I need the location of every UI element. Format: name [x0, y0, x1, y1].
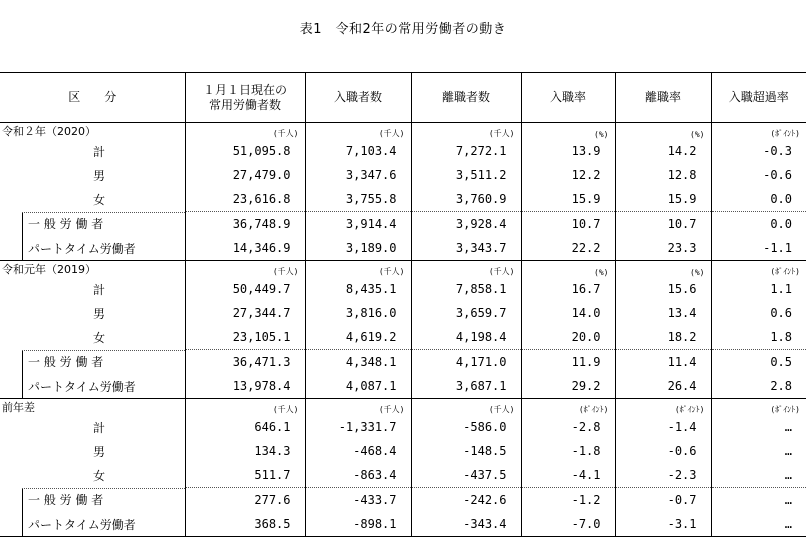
table-cell: 14.0	[521, 301, 615, 325]
unit-label: (ﾎﾟｲﾝﾄ)	[711, 261, 806, 278]
unit-label: (千人)	[185, 261, 305, 278]
row-label-text: 計	[93, 282, 106, 297]
table-cell: -898.1	[305, 512, 411, 537]
unit-label: (%)	[615, 123, 711, 140]
table-cell: -1.8	[521, 439, 615, 463]
table-cell: 23,105.1	[185, 325, 305, 350]
table-cell: 3,511.2	[411, 163, 521, 187]
table-row	[0, 277, 806, 301]
table-cell: 3,816.0	[305, 301, 411, 325]
table-cell: 0.0	[711, 187, 806, 212]
unit-label: (ﾎﾟｲﾝﾄ)	[615, 399, 711, 416]
table-cell: 4,198.4	[411, 325, 521, 350]
table-cell: 4,619.2	[305, 325, 411, 350]
table-cell: 646.1	[185, 415, 305, 439]
table-cell: 13,978.4	[185, 374, 305, 399]
table-cell: -1.2	[521, 488, 615, 513]
table-cell: 0.5	[711, 350, 806, 375]
table-cell: …	[711, 463, 806, 488]
table-cell: 1.8	[711, 325, 806, 350]
table-cell: 15.9	[615, 187, 711, 212]
header-employees-line1: １月１日現在の	[202, 82, 287, 97]
table-cell: 27,344.7	[185, 301, 305, 325]
table-cell: -0.6	[615, 439, 711, 463]
table-cell: 12.8	[615, 163, 711, 187]
table-cell: -468.4	[305, 439, 411, 463]
group-label: 前年差	[0, 399, 185, 416]
row-label-text: 一 般 労 働 者	[28, 355, 104, 370]
unit-label: (%)	[521, 123, 615, 140]
unit-label: (千人)	[305, 123, 411, 140]
table-cell: -3.1	[615, 512, 711, 537]
row-label-text: 一 般 労 働 者	[28, 217, 104, 232]
table-row	[0, 415, 806, 439]
unit-label: (千人)	[185, 123, 305, 140]
row-label-text: 男	[93, 168, 106, 183]
table-cell: 20.0	[521, 325, 615, 350]
table-cell: 2.8	[711, 374, 806, 399]
header-separations: 離職者数	[411, 73, 521, 123]
row-label	[0, 374, 185, 399]
row-label	[0, 301, 185, 325]
table-cell: …	[711, 415, 806, 439]
table-cell: -1,331.7	[305, 415, 411, 439]
table-cell: 23.3	[615, 236, 711, 261]
table-cell: -586.0	[411, 415, 521, 439]
unit-label: (千人)	[185, 399, 305, 416]
table-cell: 11.9	[521, 350, 615, 375]
table-cell: 8,435.1	[305, 277, 411, 301]
table-cell: 27,479.0	[185, 163, 305, 187]
table-cell: 10.7	[521, 212, 615, 237]
table-cell: 12.2	[521, 163, 615, 187]
table-cell: 277.6	[185, 488, 305, 513]
group-header-row	[0, 261, 806, 278]
table-cell: 14,346.9	[185, 236, 305, 261]
table-cell: 13.4	[615, 301, 711, 325]
table-cell: 3,760.9	[411, 187, 521, 212]
table-cell: -2.8	[521, 415, 615, 439]
row-label-text: 一 般 労 働 者	[28, 493, 104, 508]
table-cell: 4,087.1	[305, 374, 411, 399]
row-label-text: 女	[93, 330, 106, 345]
header-category: 区 分	[0, 73, 185, 123]
table-cell: 36,748.9	[185, 212, 305, 237]
table-cell: 29.2	[521, 374, 615, 399]
table-cell: -863.4	[305, 463, 411, 488]
table-cell: 3,687.1	[411, 374, 521, 399]
table-cell: 0.6	[711, 301, 806, 325]
row-label	[0, 139, 185, 163]
table-cell: 14.2	[615, 139, 711, 163]
table-row	[0, 350, 806, 375]
header-separation-rate: 離職率	[615, 73, 711, 123]
table-cell: 3,189.0	[305, 236, 411, 261]
table-cell: 26.4	[615, 374, 711, 399]
row-label-text: 男	[93, 306, 106, 321]
row-label-text: 計	[93, 420, 106, 435]
table-cell: …	[711, 439, 806, 463]
table-cell: 3,343.7	[411, 236, 521, 261]
header-employees	[185, 73, 305, 123]
table-cell: 4,171.0	[411, 350, 521, 375]
table-row	[0, 439, 806, 463]
table-cell: -2.3	[615, 463, 711, 488]
table-cell: 23,616.8	[185, 187, 305, 212]
table-cell: 36,471.3	[185, 350, 305, 375]
table-cell: -437.5	[411, 463, 521, 488]
table-cell: 3,928.4	[411, 212, 521, 237]
unit-label: (千人)	[305, 399, 411, 416]
table-cell: -433.7	[305, 488, 411, 513]
table-title: 表1 令和2年の常用労働者の動き	[299, 22, 507, 37]
unit-label: (千人)	[411, 261, 521, 278]
row-label	[0, 236, 185, 261]
table-cell: -1.1	[711, 236, 806, 261]
group-label: 令和２年（2020）	[0, 123, 185, 140]
table-cell: 1.1	[711, 277, 806, 301]
table-row	[0, 139, 806, 163]
table-row	[0, 463, 806, 488]
table-cell: 16.7	[521, 277, 615, 301]
table-cell: 22.2	[521, 236, 615, 261]
header-hires: 入職者数	[305, 73, 411, 123]
table-cell: 11.4	[615, 350, 711, 375]
table-row	[0, 187, 806, 212]
table-cell: 50,449.7	[185, 277, 305, 301]
table-cell: -343.4	[411, 512, 521, 537]
row-label-text: 女	[93, 468, 106, 483]
unit-label: (ﾎﾟｲﾝﾄ)	[711, 399, 806, 416]
row-label	[0, 325, 185, 350]
table-cell: 0.0	[711, 212, 806, 237]
table-cell: …	[711, 488, 806, 513]
table-cell: 7,103.4	[305, 139, 411, 163]
header-hire-rate: 入職率	[521, 73, 615, 123]
table-row	[0, 163, 806, 187]
table-row	[0, 325, 806, 350]
header-excess-rate: 入職超過率	[711, 73, 806, 123]
row-label	[0, 277, 185, 301]
table-cell: …	[711, 512, 806, 537]
table-row	[0, 236, 806, 261]
table-cell: -4.1	[521, 463, 615, 488]
row-label	[0, 187, 185, 212]
unit-label: (千人)	[305, 261, 411, 278]
table-row	[0, 374, 806, 399]
unit-label: (千人)	[411, 399, 521, 416]
row-label	[0, 439, 185, 463]
row-label	[0, 415, 185, 439]
unit-label: (ﾎﾟｲﾝﾄ)	[521, 399, 615, 416]
table-cell: 10.7	[615, 212, 711, 237]
table-cell: -0.3	[711, 139, 806, 163]
table-cell: -148.5	[411, 439, 521, 463]
unit-label: (%)	[521, 261, 615, 278]
table-body	[0, 123, 806, 537]
table-row	[0, 301, 806, 325]
row-label-text: パートタイム労働者	[28, 241, 136, 256]
table-row	[0, 488, 806, 513]
table-cell: 15.9	[521, 187, 615, 212]
table-cell: 511.7	[185, 463, 305, 488]
row-label-text: 女	[93, 192, 106, 207]
table-cell: -0.6	[711, 163, 806, 187]
table-cell: 134.3	[185, 439, 305, 463]
unit-label: (%)	[615, 261, 711, 278]
unit-label: (千人)	[411, 123, 521, 140]
table-cell: 7,272.1	[411, 139, 521, 163]
group-label: 令和元年（2019）	[0, 261, 185, 278]
table-cell: 3,755.8	[305, 187, 411, 212]
table-cell: -242.6	[411, 488, 521, 513]
unit-label: (ﾎﾟｲﾝﾄ)	[711, 123, 806, 140]
table-cell: 3,347.6	[305, 163, 411, 187]
row-label	[0, 212, 185, 237]
header-row	[0, 73, 806, 123]
table-cell: 3,914.4	[305, 212, 411, 237]
group-header-row	[0, 123, 806, 140]
row-label	[0, 163, 185, 187]
table-cell: 4,348.1	[305, 350, 411, 375]
row-label-text: パートタイム労働者	[28, 517, 136, 532]
table-row	[0, 212, 806, 237]
table-cell: 368.5	[185, 512, 305, 537]
table-cell: 18.2	[615, 325, 711, 350]
labor-turnover-table	[0, 72, 806, 537]
row-label-text: パートタイム労働者	[28, 379, 136, 394]
table-cell: -1.4	[615, 415, 711, 439]
table-row	[0, 512, 806, 537]
row-label	[0, 350, 185, 375]
table-cell: 13.9	[521, 139, 615, 163]
header-employees-line2: 常用労働者数	[208, 97, 281, 112]
table-cell: -7.0	[521, 512, 615, 537]
row-label	[0, 488, 185, 513]
row-label-text: 計	[93, 144, 106, 159]
table-cell: 7,858.1	[411, 277, 521, 301]
row-label	[0, 463, 185, 488]
row-label	[0, 512, 185, 537]
table-cell: 15.6	[615, 277, 711, 301]
group-header-row	[0, 399, 806, 416]
table-cell: 51,095.8	[185, 139, 305, 163]
table-cell: 3,659.7	[411, 301, 521, 325]
table-cell: -0.7	[615, 488, 711, 513]
row-label-text: 男	[93, 444, 106, 459]
